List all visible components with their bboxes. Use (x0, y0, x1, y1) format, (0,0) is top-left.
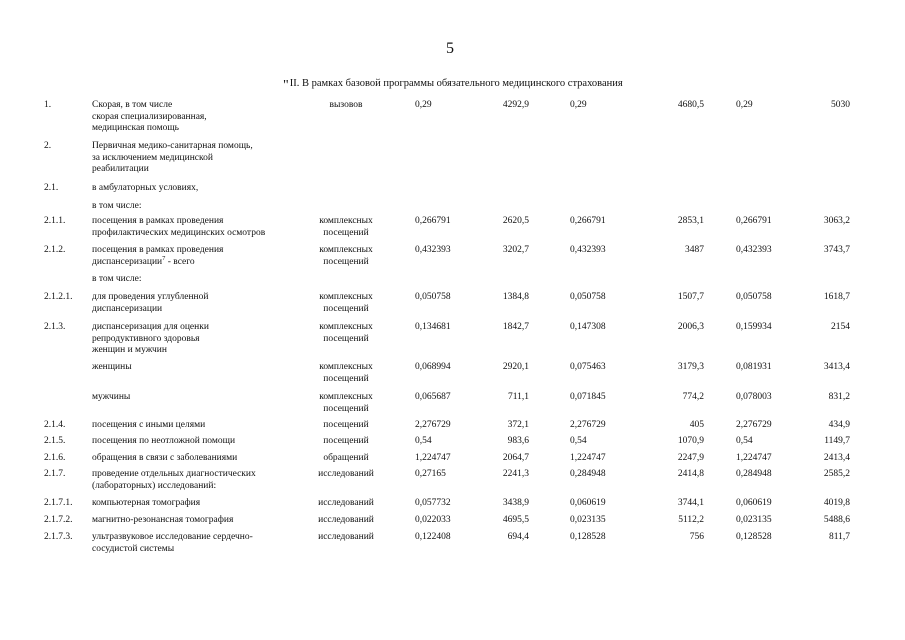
value-2026-norm: 0,078003 (736, 392, 772, 402)
row-name: мужчины (92, 392, 131, 402)
row-name: посещения с иными целями (92, 420, 206, 430)
value-2026-norm: 0,128528 (736, 532, 772, 542)
value-2024-cost: 372,1 (507, 420, 529, 430)
value-2025-norm: 0,050758 (570, 292, 606, 302)
value-2024-cost: 3202,7 (502, 245, 529, 255)
value-2026-norm: 0,081931 (736, 362, 772, 372)
row-unit: исследований (318, 532, 374, 542)
value-2026-cost: 434,9 (828, 420, 850, 430)
value-2025-cost: 774,2 (682, 392, 704, 402)
row-name: посещения в рамках проведения профилактических медицинских осмотров (92, 216, 266, 238)
value-2024-cost: 2620,5 (502, 216, 529, 226)
row-name: в амбулаторных условиях, (92, 183, 199, 193)
value-2025-norm: 0,284948 (570, 469, 606, 479)
value-2026-norm: 0,29 (736, 100, 753, 110)
value-2026-norm: 0,54 (736, 436, 753, 446)
row-name: Первичная медико-санитарная помощь, за исключением медицинской реабилитации (92, 141, 253, 174)
value-2024-norm: 0,057732 (415, 498, 451, 508)
value-2024-norm: 0,134681 (415, 322, 451, 332)
row-unit: вызовов (329, 100, 363, 110)
row-number: 2.1.2. (44, 245, 66, 255)
row-name: для проведения углубленной диспансеризации (92, 292, 209, 314)
value-2025-cost: 2853,1 (677, 216, 704, 226)
value-2024-cost: 694,4 (507, 532, 529, 542)
value-2026-cost: 3063,2 (823, 216, 850, 226)
row-name: проведение отдельных диагностических (лабораторных) исследований: (92, 469, 256, 491)
value-2025-norm: 0,54 (570, 436, 587, 446)
row-name-tail: - всего (165, 256, 195, 267)
value-2024-cost: 4292,9 (502, 100, 529, 110)
value-2026-cost: 811,7 (828, 532, 850, 542)
row-name: посещения по неотложной помощи (92, 436, 236, 446)
value-2026-cost: 2585,2 (823, 469, 850, 479)
row-name: компьютерная томография (92, 498, 201, 508)
value-2026-cost: 3413,4 (823, 362, 850, 372)
value-2025-norm: 0,432393 (570, 245, 606, 255)
row-name: женщины (92, 362, 132, 372)
value-2025-cost: 4680,5 (677, 100, 704, 110)
value-2025-norm: 0,060619 (570, 498, 606, 508)
section-heading (283, 78, 623, 94)
value-2024-norm: 2,276729 (415, 420, 451, 430)
value-2025-cost: 756 (689, 532, 704, 542)
value-2026-norm: 0,023135 (736, 515, 772, 525)
row-name: в том числе: (92, 274, 142, 284)
value-2026-cost: 5030 (831, 100, 850, 110)
value-2026-norm: 0,266791 (736, 216, 772, 226)
value-2026-cost: 2154 (831, 322, 850, 332)
row-number: 2.1.7.3. (44, 532, 73, 542)
value-2026-norm: 2,276729 (736, 420, 772, 430)
value-2025-cost: 5112,2 (678, 515, 704, 525)
row-number: 1. (44, 100, 52, 110)
value-2024-norm: 0,266791 (415, 216, 451, 226)
row-number: 2.1.3. (44, 322, 66, 332)
value-2025-norm: 2,276729 (570, 420, 606, 430)
value-2025-norm: 1,224747 (570, 453, 606, 463)
value-2025-norm: 0,128528 (570, 532, 606, 542)
row-name: обращения в связи с заболеваниями (92, 453, 238, 463)
row-number: 2.1.6. (44, 453, 66, 463)
row-number: 2.1.4. (44, 420, 66, 430)
row-unit: исследований (318, 515, 374, 525)
row-unit: комплексных посещений (319, 292, 373, 314)
value-2026-norm: 1,224747 (736, 453, 772, 463)
value-2025-cost: 3744,1 (677, 498, 704, 508)
value-2025-cost: 2247,9 (677, 453, 704, 463)
value-2024-norm: 0,068994 (415, 362, 451, 372)
value-2024-cost: 1842,7 (502, 322, 529, 332)
value-2024-norm: 0,022033 (415, 515, 451, 525)
value-2024-norm: 0,432393 (415, 245, 451, 255)
value-2024-cost: 2241,3 (502, 469, 529, 479)
value-2024-norm: 1,224747 (415, 453, 451, 463)
row-unit: обращений (323, 453, 369, 463)
value-2025-norm: 0,147308 (570, 322, 606, 332)
value-2025-cost: 3487 (685, 245, 704, 255)
row-unit: посещений (323, 436, 369, 446)
value-2025-cost: 2006,3 (677, 322, 704, 332)
value-2024-norm: 0,27165 (415, 469, 446, 479)
value-2026-cost: 2413,4 (823, 453, 850, 463)
value-2024-cost: 2064,7 (502, 453, 529, 463)
row-name: диспансеризация для оценки репродуктивного здоровья женщин и мужчин (92, 322, 209, 355)
row-number: 2.1.7.2. (44, 515, 73, 525)
value-2024-cost: 1384,8 (502, 292, 529, 302)
value-2025-norm: 0,023135 (570, 515, 606, 525)
page-number: 5 (446, 40, 454, 57)
value-2025-cost: 2414,8 (677, 469, 704, 479)
value-2024-norm: 0,122408 (415, 532, 451, 542)
row-number: 2.1.1. (44, 216, 66, 226)
value-2024-norm: 0,29 (415, 100, 432, 110)
value-2025-cost: 1070,9 (677, 436, 704, 446)
value-2025-cost: 1507,7 (677, 292, 704, 302)
row-name: ультразвуковое исследование сердечно- сосудистой системы (92, 532, 253, 554)
row-unit: комплексных посещений (319, 392, 373, 414)
value-2026-cost: 3743,7 (823, 245, 850, 255)
value-2025-cost: 405 (689, 420, 704, 430)
value-2024-cost: 983,6 (507, 436, 529, 446)
section-heading-text: II. В рамках базовой программы обязательного медицинского страхования (289, 78, 623, 89)
row-name: магнитно-резонансная томография (92, 515, 234, 525)
value-2025-norm: 0,071845 (570, 392, 606, 402)
value-2024-norm: 0,54 (415, 436, 432, 446)
value-2026-cost: 1618,7 (823, 292, 850, 302)
row-unit: исследований (318, 498, 374, 508)
opening-quote: " (283, 78, 289, 93)
value-2026-norm: 0,432393 (736, 245, 772, 255)
value-2025-norm: 0,075463 (570, 362, 606, 372)
row-number: 2.1.5. (44, 436, 66, 446)
value-2025-cost: 3179,3 (677, 362, 704, 372)
row-unit: комплексных посещений (319, 245, 373, 267)
value-2024-cost: 711,1 (507, 392, 529, 402)
row-number: 2.1.7. (44, 469, 66, 479)
row-number: 2.1. (44, 183, 59, 193)
value-2026-norm: 0,284948 (736, 469, 772, 479)
value-2026-norm: 0,060619 (736, 498, 772, 508)
row-unit: исследований (318, 469, 374, 479)
row-unit: посещений (323, 420, 369, 430)
value-2026-cost: 5488,6 (823, 515, 850, 525)
value-2024-norm: 0,050758 (415, 292, 451, 302)
row-number: 2. (44, 141, 52, 151)
row-number: 2.1.2.1. (44, 292, 73, 302)
footnote-mark: 7 (162, 254, 166, 262)
value-2026-cost: 4019,8 (823, 498, 850, 508)
row-name: посещения в рамках проведения диспансеризации$^7$ - всего (92, 245, 224, 267)
value-2026-norm: 0,159934 (736, 322, 772, 332)
row-unit: комплексных посещений (319, 362, 373, 384)
row-name: Скорая, в том числе скорая специализированная, медицинская помощь (92, 100, 207, 133)
row-unit: комплексных посещений (319, 216, 373, 238)
value-2024-cost: 4695,5 (502, 515, 529, 525)
row-unit: комплексных посещений (319, 322, 373, 344)
row-number: 2.1.7.1. (44, 498, 73, 508)
row-name: в том числе: (92, 201, 142, 211)
value-2025-norm: 0,266791 (570, 216, 606, 226)
value-2026-cost: 1149,7 (824, 436, 850, 446)
value-2025-norm: 0,29 (570, 100, 587, 110)
value-2024-cost: 2920,1 (502, 362, 529, 372)
value-2024-cost: 3438,9 (502, 498, 529, 508)
value-2026-norm: 0,050758 (736, 292, 772, 302)
value-2026-cost: 831,2 (828, 392, 850, 402)
value-2024-norm: 0,065687 (415, 392, 451, 402)
